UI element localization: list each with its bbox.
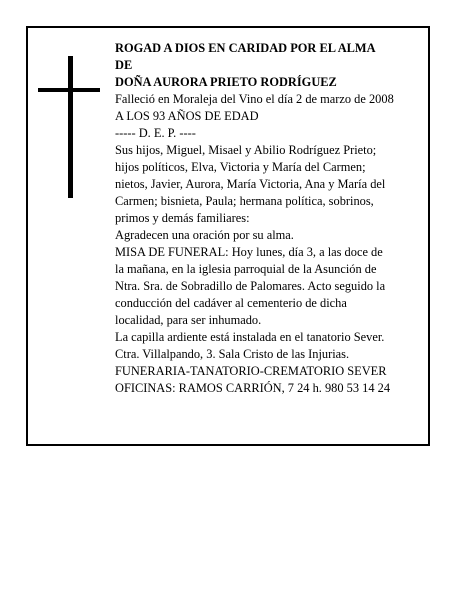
age-line: A LOS 93 AÑOS DE EDAD bbox=[115, 109, 259, 123]
family-line-1: Sus hijos, Miguel, Misael y Abilio Rodríguez Prieto; bbox=[115, 143, 377, 157]
heading-line-2: DE bbox=[115, 58, 133, 72]
thanks-line: Agradecen una oración por su alma. bbox=[115, 228, 294, 242]
mass-line-4: conducción del cadáver al cementerio de dicha bbox=[115, 296, 347, 310]
deceased-name: DOÑA AURORA PRIETO RODRÍGUEZ bbox=[115, 75, 337, 89]
family-line-4: Carmen; bisnieta, Paula; hermana política, sobrinos, bbox=[115, 194, 374, 208]
footer-line-2: OFICINAS: RAMOS CARRIÓN, 7 24 h. 980 53 14 24 bbox=[115, 381, 391, 395]
cross-horizontal-bar bbox=[38, 88, 100, 92]
family-line-3: nietos, Javier, Aurora, María Victoria, Ana y María del bbox=[115, 177, 386, 191]
heading-line-1: ROGAD A DIOS EN CARIDAD POR EL ALMA bbox=[115, 41, 376, 55]
footer-line-1: FUNERARIA-TANATORIO-CREMATORIO SEVER bbox=[115, 364, 387, 378]
family-line-2: hijos políticos, Elva, Victoria y María del Carmen; bbox=[115, 160, 366, 174]
obituary-notice bbox=[26, 26, 430, 446]
mass-line-5: localidad, para ser inhumado. bbox=[115, 313, 262, 327]
cross-icon bbox=[38, 56, 100, 198]
notice-text bbox=[115, 40, 427, 397]
chapel-line-1: La capilla ardiente está instalada en el tanatorio Sever. bbox=[115, 330, 385, 344]
chapel-line-2: Ctra. Villalpando, 3. Sala Cristo de las Injurias. bbox=[115, 347, 350, 361]
family-line-5: primos y demás familiares: bbox=[115, 211, 250, 225]
mass-line-1: MISA DE FUNERAL: Hoy lunes, día 3, a las doce de bbox=[115, 245, 383, 259]
cross-vertical-bar bbox=[68, 56, 73, 198]
mass-line-3: Ntra. Sra. de Sobradillo de Palomares. Acto seguido la bbox=[115, 279, 386, 293]
rip-line: ----- D. E. P. ---- bbox=[115, 126, 196, 140]
death-line: Falleció en Moraleja del Vino el día 2 de marzo de 2008 bbox=[115, 92, 394, 106]
mass-line-2: la mañana, en la iglesia parroquial de la Asunción de bbox=[115, 262, 377, 276]
